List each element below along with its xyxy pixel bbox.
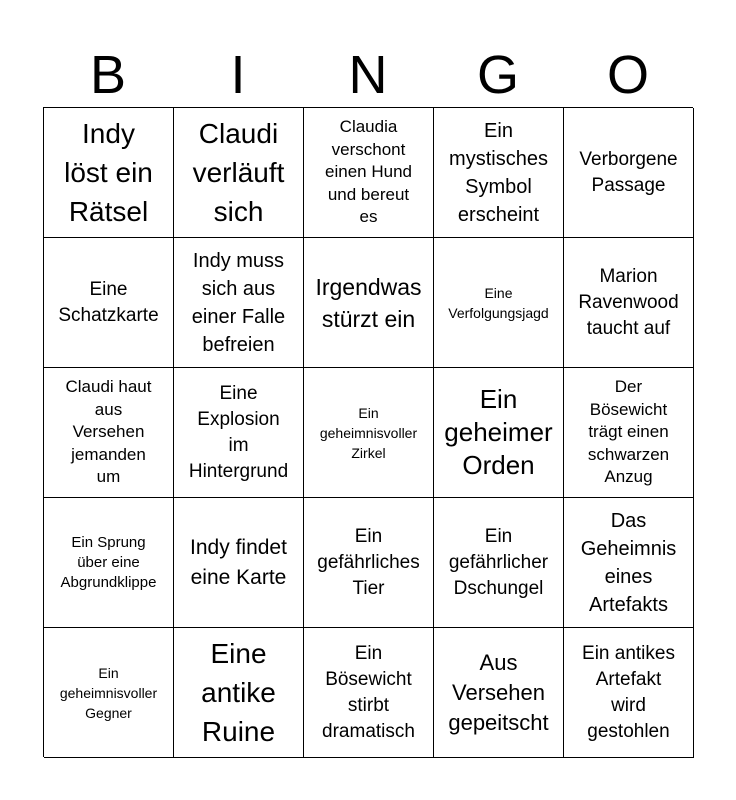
bingo-cell-r4c3[interactable] (304, 498, 434, 628)
bingo-cell-r2c2[interactable] (174, 238, 304, 368)
bingo-cell-r1c4[interactable] (434, 108, 564, 238)
cell-text: Marion Ravenwood taucht auf (578, 265, 679, 339)
bingo-card (43, 107, 693, 757)
bingo-cell-r1c5[interactable] (564, 108, 694, 238)
bingo-cell-r1c3[interactable] (304, 108, 434, 238)
bingo-header (43, 42, 693, 108)
bingo-cell-r2c5[interactable] (564, 238, 694, 368)
cell-text: Claudia verschont einen Hund und bereut es (325, 117, 412, 227)
bingo-cell-r3c5[interactable] (564, 368, 694, 498)
bingo-cell-r4c2[interactable] (174, 498, 304, 628)
cell-text: Indy löst ein Rätsel (64, 118, 153, 227)
bingo-cell-r1c1[interactable] (44, 108, 174, 238)
bingo-cell-r2c4[interactable] (434, 238, 564, 368)
bingo-cell-r3c3[interactable] (304, 368, 434, 498)
cell-text: Ein antikes Artefakt wird gestohlen (582, 642, 675, 742)
cell-text: Irgendwas stürzt ein (315, 273, 422, 332)
cell-text: Eine Explosion im Hintergrund (188, 382, 289, 482)
bingo-cell-r2c1[interactable] (44, 238, 174, 368)
bingo-cell-r3c2[interactable] (174, 368, 304, 498)
cell-text: Ein mystisches Symbol erscheint (449, 119, 548, 226)
bingo-cell-r2c3[interactable] (304, 238, 434, 368)
bingo-cell-r4c5[interactable] (564, 498, 694, 628)
cell-text: Eine Verfolgungsjagd (448, 284, 549, 321)
bingo-cell-r5c1[interactable] (44, 628, 174, 758)
cell-text: Indy findet eine Karte (190, 535, 287, 589)
bingo-cell-r4c1[interactable] (44, 498, 174, 628)
cell-text: Ein gefährliches Tier (317, 525, 420, 599)
cell-text: Ein geheimer Orden (444, 384, 553, 480)
cell-text: Eine Schatzkarte (58, 278, 159, 326)
bingo-cell-r3c4[interactable] (434, 368, 564, 498)
header-letter-o: O (606, 45, 649, 105)
cell-text: Eine antike Ruine (201, 638, 276, 747)
cell-text: Indy muss sich aus einer Falle befreien (191, 249, 286, 356)
bingo-cell-r5c4[interactable] (434, 628, 564, 758)
cell-text: Aus Versehen gepeitscht (448, 649, 549, 735)
cell-text: Ein geheimnisvoller Zirkel (319, 404, 418, 461)
cell-text: Verborgene Passage (579, 148, 678, 196)
header-letter-i: I (230, 45, 246, 105)
cell-text: Ein gefährlicher Dschungel (448, 525, 549, 599)
cell-text: Das Geheimnis eines Artefakts (580, 509, 677, 616)
header-letter-n: N (348, 45, 388, 105)
cell-text: Ein Sprung über eine Abgrundklippe (60, 533, 157, 591)
header-letter-b: B (89, 45, 127, 105)
cell-text: Ein geheimnisvoller Gegner (59, 664, 158, 721)
bingo-cell-r5c2[interactable] (174, 628, 304, 758)
bingo-cell-r1c2[interactable] (174, 108, 304, 238)
cell-text: Ein Bösewicht stirbt dramatisch (322, 642, 415, 742)
cell-text: Claudi haut aus Versehen jemanden um (65, 377, 152, 487)
cell-text: Der Bösewicht trägt einen schwarzen Anzug (587, 377, 670, 487)
bingo-cell-r4c4[interactable] (434, 498, 564, 628)
cell-text: Claudi verläuft sich (192, 118, 285, 227)
bingo-cell-r3c1[interactable] (44, 368, 174, 498)
header-letter-g: G (476, 45, 519, 105)
bingo-cell-r5c5[interactable] (564, 628, 694, 758)
bingo-cell-r5c3[interactable] (304, 628, 434, 758)
